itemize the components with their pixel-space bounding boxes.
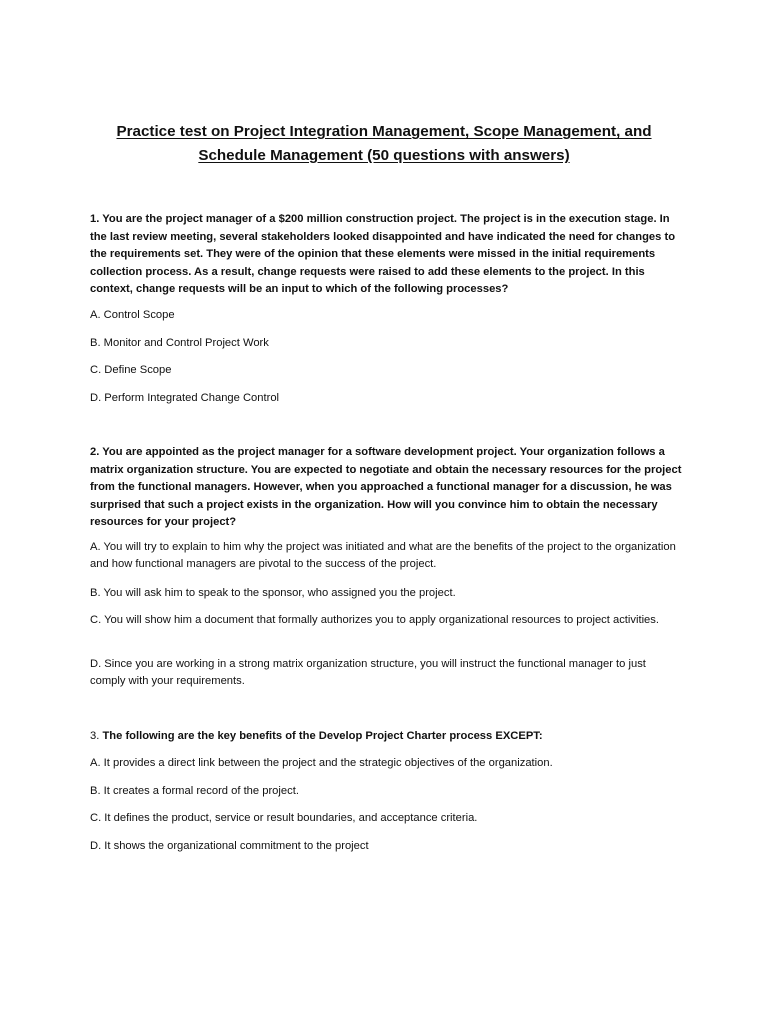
document-title-line-1: Practice test on Project Integration Management, Scope Management, and bbox=[116, 123, 652, 140]
question-3-body: The following are the key benefits of the Develop Project Charter process EXCEPT: bbox=[102, 730, 543, 742]
question-2 bbox=[90, 444, 682, 687]
question-1-option-d[interactable]: D. Perform Integrated Change Control bbox=[90, 392, 280, 404]
question-1-number: 1. bbox=[90, 213, 100, 225]
question-3 bbox=[90, 728, 682, 852]
question-3-text bbox=[90, 728, 682, 746]
question-1 bbox=[90, 211, 682, 404]
document-title-line-2: Schedule Management (50 questions with answers) bbox=[198, 147, 570, 164]
question-1-option-b[interactable]: B. Monitor and Control Project Work bbox=[90, 337, 269, 349]
question-1-option-a[interactable]: A. Control Scope bbox=[90, 309, 175, 321]
question-3-option-a[interactable]: A. It provides a direct link between the project and the strategic objectives of the organization. bbox=[90, 757, 553, 769]
question-2-option-b[interactable]: B. You will ask him to speak to the sponsor, who assigned you the project. bbox=[90, 587, 456, 599]
question-3-option-d[interactable]: D. It shows the organizational commitment to the project bbox=[90, 840, 369, 852]
question-2-number: 2. bbox=[90, 446, 100, 458]
question-1-option-c[interactable]: C. Define Scope bbox=[90, 364, 172, 376]
question-2-option-a[interactable]: A. You will try to explain to him why the project was initiated and what are the benefits of the project to the organization and how functional managers are pivotal to the success of the project. bbox=[90, 541, 676, 570]
question-2-option-d[interactable]: D. Since you are working in a strong matrix organization structure, you will instruct the functional manager to just comply with your requirements. bbox=[90, 658, 646, 687]
question-2-option-c[interactable]: C. You will show him a document that formally authorizes you to apply organizational resources to project activities. bbox=[90, 614, 659, 626]
question-2-text bbox=[90, 444, 682, 532]
question-3-number: 3. bbox=[90, 730, 100, 742]
question-3-option-b[interactable]: B. It creates a formal record of the project. bbox=[90, 785, 299, 797]
question-3-option-c[interactable]: C. It defines the product, service or result boundaries, and acceptance criteria. bbox=[90, 812, 478, 824]
question-2-body: You are appointed as the project manager for a software development project. Your organization follows a matrix organization structure. You are expected to negotiate and obtain the necessary resources for the project from the functional managers. However, when you approached a functional manager for a discussion, he was surprised that such a project exists in the organization. How will you convince him to obtain the necessary resources for your project? bbox=[90, 446, 682, 528]
question-1-text bbox=[90, 211, 682, 299]
question-1-body: You are the project manager of a $200 million construction project. The project is in the execution stage. In the last review meeting, several stakeholders looked disappointed and have indicated the need for changes to the requirements set. They were of the opinion that these elements were missed in the initial requirements collection process. As a result, change requests were raised to add these elements to the project. In this context, change requests will be an input to which of the following processes? bbox=[90, 213, 676, 295]
document-title bbox=[60, 120, 708, 168]
